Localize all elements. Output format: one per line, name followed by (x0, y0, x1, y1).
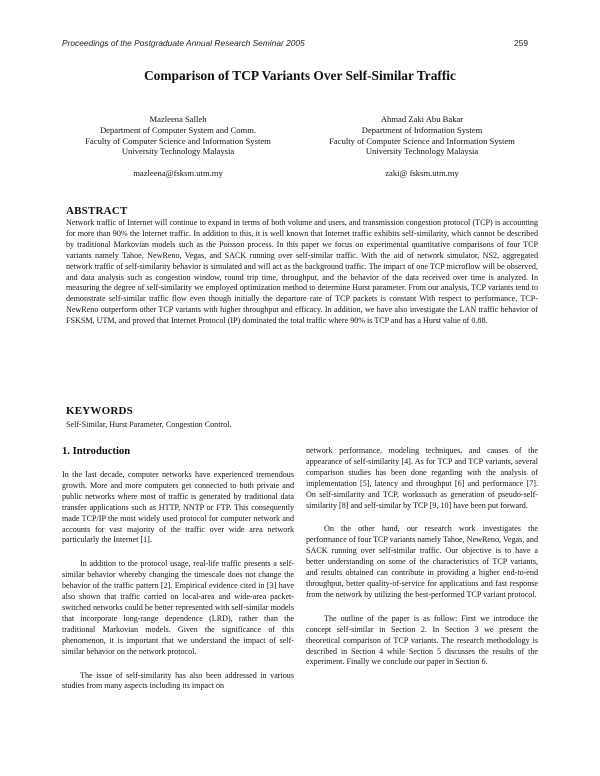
author-block-1 (58, 114, 298, 179)
author-faculty: Faculty of Computer Science and Information System (85, 135, 271, 146)
author-faculty: Faculty of Computer Science and Information System (329, 135, 515, 146)
intro-paragraph: In addition to the protocol usage, real-life traffic presents a self-similar behavior whereby changing the timescale does not change the behavior of the traffic pattern [2]. Empirical evidence cited in [3] have also shown that traffic carried on local-area and wide-area packet-switched networks could be better represented with self-similar models that incorporate long-range dependence (LRD), rather than the traditional Markovian models. Given the significance of this phenomenon, it is important that we understand the impact of self-similar behavior on the network protocol. (62, 559, 294, 656)
author-department: Department of Computer System and Comm. (99, 124, 257, 135)
page-number: 259 (514, 38, 528, 48)
abstract-text: Network traffic of Internet will continue to expand in terms of both volume and users, and transmission congestion protocol (TCP) is accounting for more than 90% the Internet traffic. In addition to this, it is well known that Internet traffic exhibits self-similarity, which cannot be described by traditional Markovian models such as the Poisson process. In this paper we focus on experimental quantitative comparisons of four TCP variants namely Tahoe, NewReno, Vegas, and SACK running over self-similar traffic. With the aid of network simulator, NS2, aggregated network traffic of self-similarity behavior is simulated and will act as the background traffic. The impact of one TCP microflow will be observed, and data analysis such as congestion window, round trip time, throughput, and the behavior of the data received over time is analyzed. In measuring the degree of self-similarity we employed optimization method to determine Hurst parameter. From our analysis, TCP variants tend to demonstrate self-similar traffic flow even though initially the departure rate of TCP packets is constant With respect to performance, TCP-NewReno outperform other TCP variants with higher throughput and efficacy. In addition, we have also investigate the LAN traffic behavior of FSKSM, UTM, and proved that Internet Protocol (IP) dominated the total traffic where 90% is TCP and has a Hurst value of 0.88. (66, 218, 538, 326)
intro-paragraph: The outline of the paper is as follow: First we introduce the concept self-similar in Section 2. In Section 3 we present the theoretical comparison of TCP variants. The research methodology is described in Section 4 while Section 5 discusses the results of the experiment. Finally we conclude our paper in Section 6. (306, 613, 538, 667)
intro-left-column (62, 446, 294, 705)
author-email: mazleena@fsksm.utm.my (133, 168, 223, 179)
introduction-heading: 1. Introduction (62, 446, 131, 457)
intro-paragraph: In the last decade, computer networks have experienced tremendous growth. More and more computers get connected to both private and public networks where most of traffic is generated by traditional data transfer applications such as HTTP, NNTP or FTP. This consequently made TCP/IP the most widely used protocol for computer network and accounts for vast majority of the traffic over wide area network particularly the Internet [1]. (62, 470, 294, 545)
abstract-heading: ABSTRACT (66, 205, 128, 217)
intro-paragraph: On the other hand, our research work investigates the performance of four TCP variants namely Tahoe, NewReno, Vegas, and SACK running over self-similar traffic. Our objective is to have a better understanding on some of the characteristics of TCP variants, and results obtained can contribute in providing a higher end-to-end throughput, better quality-of-service for applications and fast response from the network by utilizing the best-performed TCP variant protocol. (306, 524, 538, 599)
paper-title: Comparison of TCP Variants Over Self-Similar Traffic (144, 68, 456, 83)
author-university: University Technology Malaysia (121, 146, 235, 157)
author-name: Ahmad Zaki Abu Bakar (380, 114, 464, 124)
intro-paragraph: network performance, modeling techniques, and causes of the appearance of self-similarity [4]. As for TCP and TCP variants, several comparison studies has been done regarding with the analysis of implementation [5], latency and throughput [6] and performance [7]. On self-similarity and TCP, workssuch as generation of pseudo-self-similarity [8] and self-similar by TCP [9, 10] have been put forward. (306, 446, 538, 510)
author-name: Mazleena Salleh (149, 114, 207, 124)
intro-paragraph: The issue of self-similarity has also been addressed in various studies from many aspects including its impact on (62, 670, 294, 691)
running-head: Proceedings of the Postgraduate Annual Research Seminar 2005 (62, 38, 305, 48)
author-department: Department of Information System (361, 124, 483, 135)
intro-right-column (306, 446, 538, 681)
keywords-heading: KEYWORDS (66, 405, 133, 417)
author-block-2 (302, 114, 542, 179)
author-university: University Technology Malaysia (365, 146, 479, 157)
keywords-text: Self-Similar, Hurst Parameter, Congestion Control. (66, 420, 232, 429)
author-email: zaki@ fsksm.utm.my (385, 168, 459, 179)
